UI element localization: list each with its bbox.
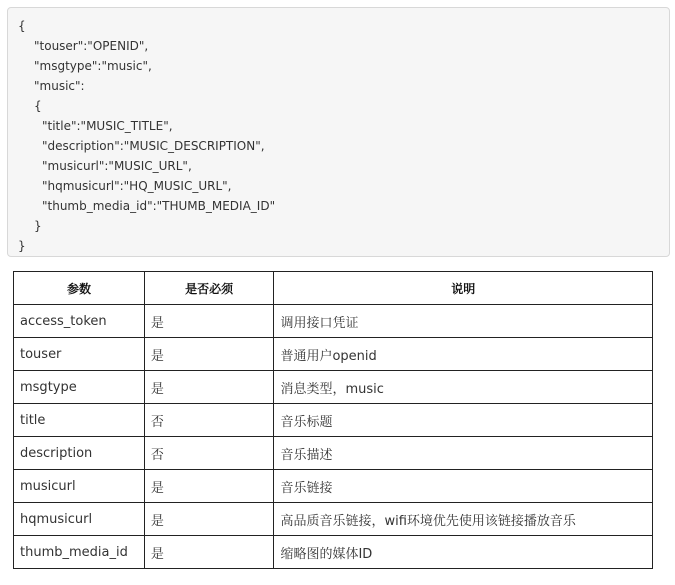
- param-description: 调用接口凭证: [274, 305, 653, 338]
- code-line: "msgtype":"music",: [34, 59, 152, 73]
- param-description: 普通用户openid: [274, 338, 653, 371]
- param-description: 音乐标题: [274, 404, 653, 437]
- code-line: "hqmusicurl":"HQ_MUSIC_URL",: [42, 179, 232, 193]
- param-name: title: [14, 404, 145, 437]
- param-required: 是: [144, 503, 274, 536]
- param-description: 音乐描述: [274, 437, 653, 470]
- table-header-row: [14, 272, 653, 305]
- param-description: 高品质音乐链接，wifi环境优先使用该链接播放音乐: [274, 503, 653, 536]
- param-name: access_token: [14, 305, 145, 338]
- code-line: "music":: [34, 79, 85, 93]
- table-row: [14, 404, 653, 437]
- header-description: 说明: [274, 272, 653, 305]
- table-row: [14, 371, 653, 404]
- json-code-block: [7, 7, 670, 257]
- code-line: "thumb_media_id":"THUMB_MEDIA_ID": [42, 199, 276, 213]
- table-row: [14, 437, 653, 470]
- param-name: msgtype: [14, 371, 145, 404]
- header-param: 参数: [14, 272, 145, 305]
- table-row: [14, 470, 653, 503]
- code-line: {: [34, 99, 42, 113]
- param-description: 缩略图的媒体ID: [274, 536, 653, 569]
- table-row: [14, 536, 653, 569]
- code-line: "description":"MUSIC_DESCRIPTION",: [42, 139, 265, 153]
- param-required: 否: [144, 437, 274, 470]
- param-name: hqmusicurl: [14, 503, 145, 536]
- code-line: "title":"MUSIC_TITLE",: [42, 119, 173, 133]
- header-required: 是否必须: [144, 272, 274, 305]
- param-required: 否: [144, 404, 274, 437]
- code-line: "touser":"OPENID",: [34, 39, 149, 53]
- param-name: description: [14, 437, 145, 470]
- code-line: {: [18, 19, 26, 33]
- code-line: }: [34, 219, 42, 233]
- param-description: 音乐链接: [274, 470, 653, 503]
- table-row: [14, 503, 653, 536]
- code-line: "musicurl":"MUSIC_URL",: [42, 159, 192, 173]
- param-required: 是: [144, 338, 274, 371]
- param-name: musicurl: [14, 470, 145, 503]
- table-row: [14, 338, 653, 371]
- param-name: thumb_media_id: [14, 536, 145, 569]
- table-row: [14, 305, 653, 338]
- param-name: touser: [14, 338, 145, 371]
- parameters-table: [13, 271, 653, 569]
- param-description: 消息类型，music: [274, 371, 653, 404]
- code-line: }: [18, 239, 26, 253]
- param-required: 是: [144, 371, 274, 404]
- param-required: 是: [144, 305, 274, 338]
- param-required: 是: [144, 536, 274, 569]
- param-required: 是: [144, 470, 274, 503]
